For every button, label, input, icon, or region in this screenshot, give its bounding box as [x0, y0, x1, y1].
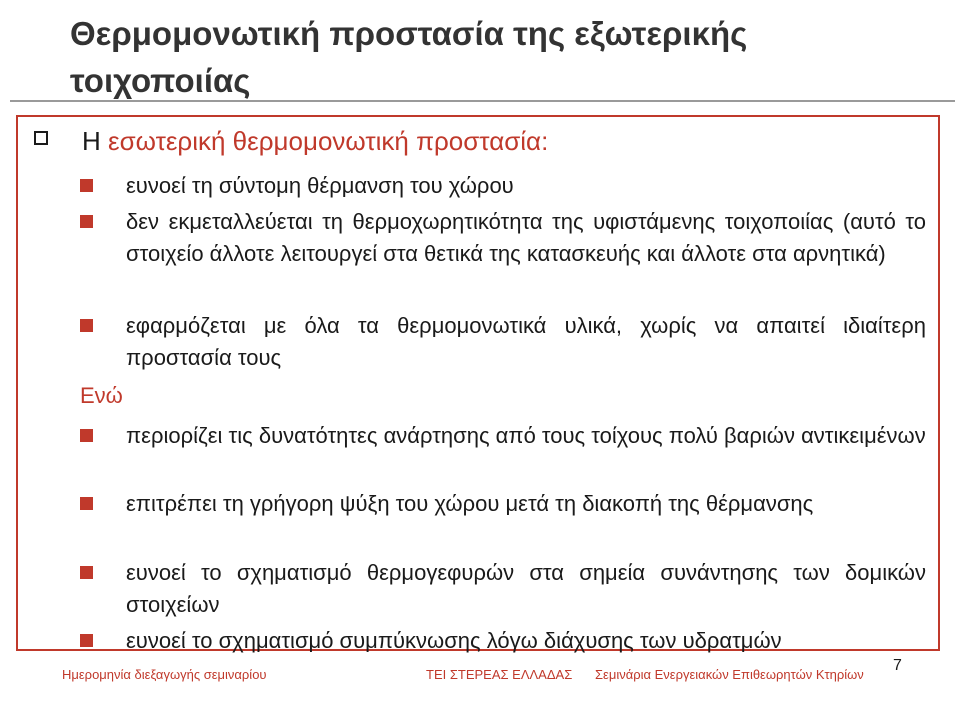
title-divider: [10, 100, 955, 102]
footer-institution: ΤΕΙ ΣΤΕΡΕΑΣ ΕΛΛΑΔΑΣ: [426, 667, 573, 682]
footer-seminar: Σεμινάρια Ενεργειακών Επιθεωρητών Κτηρίων: [595, 667, 864, 682]
heading-prefix: Η: [82, 126, 108, 156]
list-item-text: περιορίζει τις δυνατότητες ανάρτησης από τους τοίχους πολύ βαριών αντικειμένων: [126, 423, 926, 448]
list-item-text: εφαρμόζεται με όλα τα θερμομονωτικά υλικά, χωρίς να απαιτεί ιδιαίτερη προστασία τους: [126, 313, 926, 370]
square-bullet-icon: [80, 215, 93, 228]
hollow-square-bullet-icon: [34, 131, 48, 145]
list-item-text: ευνοεί το σχηματισμό θερμογεφυρών στα σημεία συνάντησης των δομικών στοιχείων: [126, 560, 926, 617]
square-bullet-icon: [80, 497, 93, 510]
list-item-text: ευνοεί τη σύντομη θέρμανση του χώρου: [126, 173, 514, 198]
list-item-text: επιτρέπει τη γρήγορη ψύξη του χώρου μετά τη διακοπή της θέρμανσης: [126, 491, 814, 516]
connector-text: Ενώ: [80, 383, 123, 408]
page-number: 7: [893, 657, 902, 674]
square-bullet-icon: [80, 566, 93, 579]
square-bullet-icon: [80, 429, 93, 442]
list-item-text: δεν εκμεταλλεύεται τη θερμοχωρητικότητα της υφιστάμενης τοιχοποιίας (αυτό το στοιχείο άλλοτε λειτουργεί στα θετικά της κατασκευής και άλλοτε στα αρνητικά): [126, 209, 926, 266]
heading-emphasis: εσωτερική θερμομονωτική προστασία:: [108, 126, 549, 156]
footer-date: Ημερομηνία διεξαγωγής σεμιναρίου: [62, 667, 267, 682]
list-item-text: ευνοεί το σχηματισμό συμπύκνωσης λόγω διάχυσης των υδρατμών: [126, 628, 782, 653]
square-bullet-icon: [80, 179, 93, 192]
square-bullet-icon: [80, 634, 93, 647]
square-bullet-icon: [80, 319, 93, 332]
slide-title: Θερμομονωτική προστασία της εξωτερικής τοιχοποιίας: [70, 15, 748, 99]
